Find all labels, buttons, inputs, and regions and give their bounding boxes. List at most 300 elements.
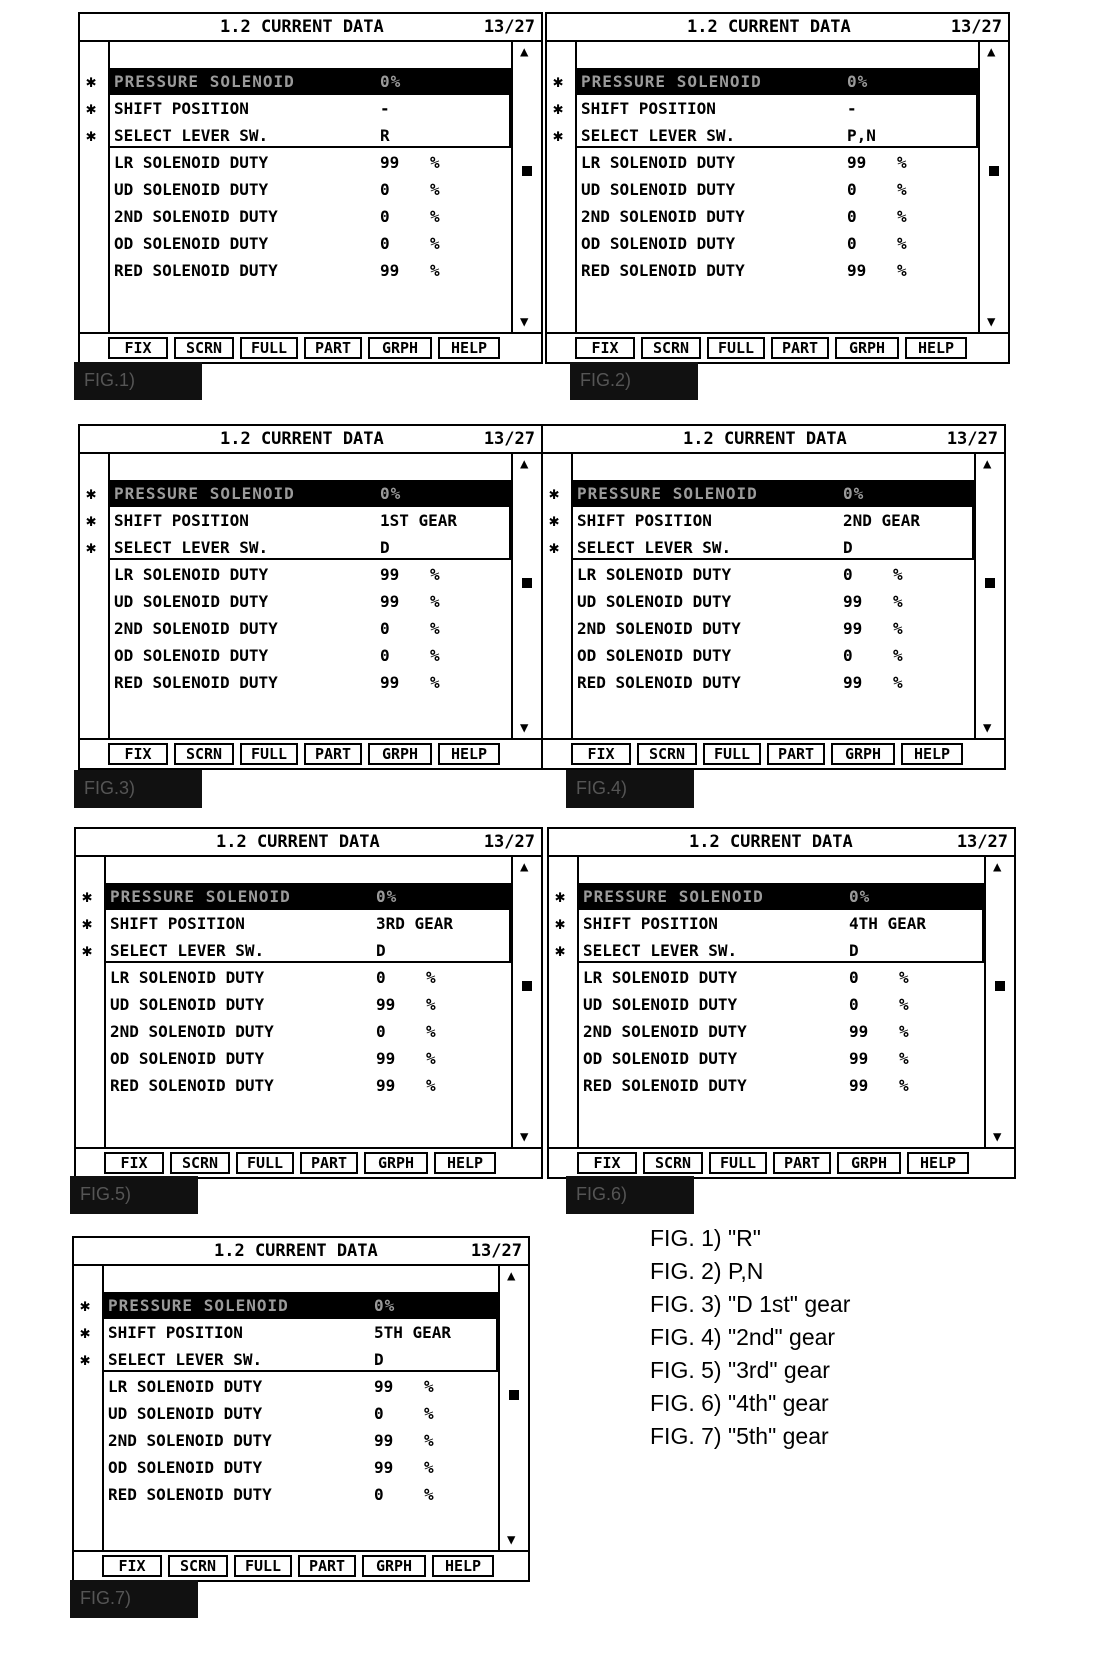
page-counter: 13/27: [946, 429, 998, 449]
item-label: UD SOLENOID DUTY: [581, 180, 736, 199]
item-value: D: [380, 538, 390, 557]
fix-marker-icon: ✱: [86, 72, 97, 92]
item-unit: %: [899, 1022, 909, 1041]
data-row[interactable]: [110, 669, 511, 696]
fn-key-full-button[interactable]: FULL: [234, 1555, 292, 1577]
fix-marker-icon: ✱: [549, 511, 560, 531]
fn-key-scrn-button[interactable]: SCRN: [174, 743, 234, 765]
marker-column: [74, 1266, 104, 1550]
data-row[interactable]: [573, 561, 974, 588]
item-unit: %: [893, 592, 903, 611]
item-value: 0: [843, 646, 853, 665]
item-unit: %: [424, 1431, 434, 1450]
panel-body: [547, 42, 1008, 332]
fix-marker-icon: ✱: [86, 99, 97, 119]
fn-key-fix-button[interactable]: FIX: [571, 743, 631, 765]
scan-panel-5: [74, 827, 543, 1179]
item-label: RED SOLENOID DUTY: [114, 261, 278, 280]
item-unit: %: [897, 234, 907, 253]
item-unit: %: [424, 1485, 434, 1504]
data-row[interactable]: [110, 203, 511, 230]
item-value: -: [847, 99, 857, 118]
item-label: 2ND SOLENOID DUTY: [577, 619, 741, 638]
data-row[interactable]: [106, 910, 511, 937]
panel-body: [543, 454, 1004, 738]
legend-item: FIG. 5) "3rd" gear: [650, 1357, 830, 1383]
item-value: 0: [376, 1022, 386, 1041]
item-unit: %: [424, 1404, 434, 1423]
item-value: 99: [380, 153, 400, 172]
fn-key-fix-button[interactable]: FIX: [108, 743, 168, 765]
data-row[interactable]: [104, 1481, 498, 1508]
data-row[interactable]: [573, 615, 974, 642]
fn-key-scrn-button[interactable]: SCRN: [637, 743, 697, 765]
fig-tag-4: FIG.4): [566, 770, 694, 808]
fn-key-part-button[interactable]: PART: [767, 743, 825, 765]
item-value: 1ST GEAR: [380, 511, 458, 530]
fix-marker-icon: ✱: [555, 887, 566, 907]
data-row[interactable]: [110, 615, 511, 642]
item-label: RED SOLENOID DUTY: [114, 673, 278, 692]
fn-key-scrn-button[interactable]: SCRN: [643, 1152, 703, 1174]
data-row[interactable]: [579, 991, 984, 1018]
item-value: 0: [843, 565, 853, 584]
item-label: PRESSURE SOLENOID: [114, 72, 295, 91]
item-label: SELECT LEVER SW.: [577, 538, 732, 557]
page-counter: 13/27: [470, 1241, 522, 1261]
function-key-bar: [549, 1147, 1014, 1177]
data-row[interactable]: [577, 230, 978, 257]
item-value: 0%: [380, 484, 402, 503]
data-row[interactable]: [579, 937, 984, 964]
fn-key-grph-button[interactable]: GRPH: [368, 337, 432, 359]
fn-key-grph-button[interactable]: GRPH: [368, 743, 432, 765]
scroll-down-arrow-icon[interactable]: ▼: [507, 1532, 516, 1548]
fn-key-help-button[interactable]: HELP: [901, 743, 963, 765]
item-label: 2ND SOLENOID DUTY: [108, 1431, 272, 1450]
data-row[interactable]: [110, 534, 511, 561]
fix-marker-icon: ✱: [86, 511, 97, 531]
scroll-up-arrow-icon[interactable]: ▲: [987, 44, 996, 60]
fig-tag-5: FIG.5): [70, 1176, 198, 1214]
item-label: RED SOLENOID DUTY: [583, 1076, 747, 1095]
data-row[interactable]: [110, 176, 511, 203]
scrollbar[interactable]: [974, 454, 1004, 738]
item-label: SELECT LEVER SW.: [583, 941, 738, 960]
fix-marker-icon: ✱: [555, 914, 566, 934]
fn-key-fix-button[interactable]: FIX: [108, 337, 168, 359]
item-value: 99: [380, 261, 400, 280]
panel-title: 1.2 CURRENT DATA: [214, 1241, 378, 1261]
scan-panel-6: [547, 827, 1016, 1179]
data-row[interactable]: [110, 95, 511, 122]
fn-key-help-button[interactable]: HELP: [907, 1152, 969, 1174]
data-row[interactable]: [573, 480, 974, 507]
item-value: R: [380, 126, 390, 145]
item-label: SELECT LEVER SW.: [110, 941, 265, 960]
fn-key-help-button[interactable]: HELP: [438, 337, 500, 359]
data-list[interactable]: [577, 42, 978, 332]
data-row[interactable]: [106, 991, 511, 1018]
legend-item: FIG. 6) "4th" gear: [650, 1390, 829, 1416]
data-row[interactable]: [104, 1319, 498, 1346]
fig-tag-1: FIG.1): [74, 362, 202, 400]
item-label: 2ND SOLENOID DUTY: [581, 207, 745, 226]
item-value: 0: [374, 1485, 384, 1504]
item-value: 99: [374, 1458, 394, 1477]
item-label: OD SOLENOID DUTY: [108, 1458, 263, 1477]
scroll-down-arrow-icon[interactable]: ▼: [993, 1129, 1002, 1145]
scroll-thumb[interactable]: [985, 578, 995, 588]
item-label: UD SOLENOID DUTY: [577, 592, 732, 611]
fn-key-grph-button[interactable]: GRPH: [831, 743, 895, 765]
fn-key-grph-button[interactable]: GRPH: [837, 1152, 901, 1174]
item-unit: %: [897, 180, 907, 199]
data-row[interactable]: [110, 230, 511, 257]
data-row[interactable]: [104, 1454, 498, 1481]
item-value: 99: [376, 1076, 396, 1095]
fn-key-part-button[interactable]: PART: [304, 743, 362, 765]
fn-key-part-button[interactable]: PART: [771, 337, 829, 359]
panel-titlebar: [80, 426, 541, 454]
fig-tag-6: FIG.6): [566, 1176, 694, 1214]
scrollbar[interactable]: [978, 42, 1008, 332]
scroll-up-arrow-icon[interactable]: ▲: [507, 1268, 516, 1284]
scroll-thumb[interactable]: [522, 578, 532, 588]
data-row[interactable]: [106, 937, 511, 964]
marker-column: [543, 454, 573, 738]
data-list[interactable]: [106, 857, 511, 1147]
data-row[interactable]: [110, 149, 511, 176]
scroll-down-arrow-icon[interactable]: ▼: [520, 720, 529, 736]
data-row[interactable]: [577, 149, 978, 176]
marker-column: [547, 42, 577, 332]
data-list[interactable]: [573, 454, 974, 738]
fix-marker-icon: ✱: [549, 484, 560, 504]
data-list[interactable]: [110, 42, 511, 332]
fn-key-part-button[interactable]: PART: [304, 337, 362, 359]
item-label: LR SOLENOID DUTY: [581, 153, 736, 172]
item-value: P,N: [847, 126, 876, 145]
scan-panel-3: [78, 424, 543, 770]
fn-key-help-button[interactable]: HELP: [434, 1152, 496, 1174]
scroll-thumb[interactable]: [522, 981, 532, 991]
function-key-bar: [547, 332, 1008, 362]
item-label: LR SOLENOID DUTY: [114, 153, 269, 172]
item-unit: %: [430, 646, 440, 665]
item-label: 2ND SOLENOID DUTY: [114, 207, 278, 226]
data-row[interactable]: [579, 1018, 984, 1045]
scrollbar[interactable]: [511, 857, 541, 1147]
scan-panel-2: [545, 12, 1010, 364]
scrollbar[interactable]: [498, 1266, 528, 1550]
item-value: D: [374, 1350, 384, 1369]
legend-item: FIG. 4) "2nd" gear: [650, 1324, 836, 1350]
item-value: 0: [380, 207, 390, 226]
data-row[interactable]: [579, 964, 984, 991]
data-row[interactable]: [104, 1373, 498, 1400]
scroll-down-arrow-icon[interactable]: ▼: [987, 314, 996, 330]
data-row[interactable]: [110, 642, 511, 669]
data-row[interactable]: [573, 534, 974, 561]
item-label: LR SOLENOID DUTY: [583, 968, 738, 987]
item-label: SHIFT POSITION: [110, 914, 245, 933]
item-label: LR SOLENOID DUTY: [110, 968, 265, 987]
legend-item: FIG. 1) "R": [650, 1225, 761, 1251]
data-row[interactable]: [573, 588, 974, 615]
marker-column: [76, 857, 106, 1147]
item-label: SHIFT POSITION: [581, 99, 716, 118]
fn-key-fix-button[interactable]: FIX: [102, 1555, 162, 1577]
data-row[interactable]: [106, 1045, 511, 1072]
item-unit: %: [893, 619, 903, 638]
data-row[interactable]: [577, 95, 978, 122]
scroll-thumb[interactable]: [509, 1390, 519, 1400]
panel-body: [80, 454, 541, 738]
fix-marker-icon: ✱: [86, 538, 97, 558]
page-counter: 13/27: [483, 429, 535, 449]
item-value: 4TH GEAR: [849, 914, 927, 933]
item-value: 0%: [380, 72, 402, 91]
item-value: 0: [380, 180, 390, 199]
scroll-thumb[interactable]: [522, 166, 532, 176]
item-value: -: [380, 99, 390, 118]
data-row[interactable]: [573, 669, 974, 696]
item-unit: %: [430, 207, 440, 226]
data-row[interactable]: [104, 1400, 498, 1427]
scroll-down-arrow-icon[interactable]: ▼: [520, 314, 529, 330]
data-row[interactable]: [110, 507, 511, 534]
item-label: SHIFT POSITION: [114, 99, 249, 118]
fn-key-scrn-button[interactable]: SCRN: [641, 337, 701, 359]
item-value: D: [376, 941, 386, 960]
item-unit: %: [430, 673, 440, 692]
item-unit: %: [424, 1458, 434, 1477]
data-row[interactable]: [104, 1427, 498, 1454]
item-unit: %: [897, 207, 907, 226]
function-key-bar: [76, 1147, 541, 1177]
fig-tag-7: FIG.7): [70, 1580, 198, 1618]
item-label: SELECT LEVER SW.: [581, 126, 736, 145]
item-label: UD SOLENOID DUTY: [114, 180, 269, 199]
fn-key-full-button[interactable]: FULL: [707, 337, 765, 359]
data-row[interactable]: [577, 257, 978, 284]
item-unit: %: [899, 1076, 909, 1095]
scroll-thumb[interactable]: [989, 166, 999, 176]
item-label: LR SOLENOID DUTY: [108, 1377, 263, 1396]
item-value: 0%: [849, 887, 871, 906]
item-value: 99: [376, 995, 396, 1014]
legend-item: FIG. 3) "D 1st" gear: [650, 1291, 851, 1317]
fn-key-scrn-button[interactable]: SCRN: [170, 1152, 230, 1174]
fix-marker-icon: ✱: [80, 1323, 91, 1343]
panel-titlebar: [74, 1238, 528, 1266]
scroll-up-arrow-icon[interactable]: ▲: [520, 456, 529, 472]
data-row[interactable]: [577, 68, 978, 95]
fn-key-full-button[interactable]: FULL: [240, 743, 298, 765]
data-row[interactable]: [110, 68, 511, 95]
item-label: SELECT LEVER SW.: [114, 538, 269, 557]
item-value: 99: [374, 1377, 394, 1396]
fix-marker-icon: ✱: [80, 1350, 91, 1370]
fn-key-part-button[interactable]: PART: [300, 1152, 358, 1174]
fix-marker-icon: ✱: [80, 1296, 91, 1316]
fn-key-fix-button[interactable]: FIX: [577, 1152, 637, 1174]
item-unit: %: [430, 565, 440, 584]
item-unit: %: [426, 1022, 436, 1041]
fn-key-full-button[interactable]: FULL: [709, 1152, 767, 1174]
item-value: 99: [380, 592, 400, 611]
scroll-up-arrow-icon[interactable]: ▲: [993, 859, 1002, 875]
item-unit: %: [430, 261, 440, 280]
item-unit: %: [426, 968, 436, 987]
item-label: OD SOLENOID DUTY: [114, 234, 269, 253]
scrollbar[interactable]: [511, 454, 541, 738]
data-row[interactable]: [573, 507, 974, 534]
scrollbar[interactable]: [984, 857, 1014, 1147]
data-row[interactable]: [573, 642, 974, 669]
item-value: 0: [847, 234, 857, 253]
data-row[interactable]: [110, 122, 511, 149]
fn-key-scrn-button[interactable]: SCRN: [168, 1555, 228, 1577]
item-label: 2ND SOLENOID DUTY: [114, 619, 278, 638]
fn-key-help-button[interactable]: HELP: [905, 337, 967, 359]
figure-legend: [650, 1222, 850, 1453]
item-value: 99: [849, 1049, 869, 1068]
data-row[interactable]: [579, 883, 984, 910]
item-label: SHIFT POSITION: [114, 511, 249, 530]
item-label: PRESSURE SOLENOID: [108, 1296, 289, 1315]
data-list[interactable]: [110, 454, 511, 738]
item-label: UD SOLENOID DUTY: [114, 592, 269, 611]
fig-tag-3: FIG.3): [74, 770, 202, 808]
item-unit: %: [893, 673, 903, 692]
data-row[interactable]: [577, 176, 978, 203]
item-label: 2ND SOLENOID DUTY: [583, 1022, 747, 1041]
item-label: PRESSURE SOLENOID: [577, 484, 758, 503]
item-label: OD SOLENOID DUTY: [110, 1049, 265, 1068]
item-value: 99: [380, 565, 400, 584]
data-row[interactable]: [106, 1018, 511, 1045]
item-unit: %: [899, 968, 909, 987]
fix-marker-icon: ✱: [553, 126, 564, 146]
fn-key-grph-button[interactable]: GRPH: [835, 337, 899, 359]
item-unit: %: [899, 1049, 909, 1068]
scroll-up-arrow-icon[interactable]: ▲: [520, 859, 529, 875]
scroll-up-arrow-icon[interactable]: ▲: [520, 44, 529, 60]
fn-key-fix-button[interactable]: FIX: [104, 1152, 164, 1174]
data-row[interactable]: [104, 1292, 498, 1319]
panel-title: 1.2 CURRENT DATA: [220, 429, 384, 449]
item-value: 99: [843, 673, 863, 692]
data-row[interactable]: [106, 883, 511, 910]
fn-key-full-button[interactable]: FULL: [240, 337, 298, 359]
data-row[interactable]: [104, 1346, 498, 1373]
data-row[interactable]: [110, 480, 511, 507]
data-row[interactable]: [577, 122, 978, 149]
scroll-down-arrow-icon[interactable]: ▼: [520, 1129, 529, 1145]
item-label: SELECT LEVER SW.: [108, 1350, 263, 1369]
fn-key-part-button[interactable]: PART: [773, 1152, 831, 1174]
item-value: 99: [376, 1049, 396, 1068]
data-row[interactable]: [110, 257, 511, 284]
data-row[interactable]: [110, 561, 511, 588]
scroll-up-arrow-icon[interactable]: ▲: [983, 456, 992, 472]
legend-item: FIG. 2) P,N: [650, 1258, 764, 1284]
panel-body: [80, 42, 541, 332]
panel-body: [549, 857, 1014, 1147]
data-list[interactable]: [579, 857, 984, 1147]
function-key-bar: [80, 738, 541, 768]
data-row[interactable]: [579, 910, 984, 937]
fn-key-full-button[interactable]: FULL: [236, 1152, 294, 1174]
panel-title: 1.2 CURRENT DATA: [683, 429, 847, 449]
item-unit: %: [426, 1049, 436, 1068]
fix-marker-icon: ✱: [86, 484, 97, 504]
item-label: SHIFT POSITION: [108, 1323, 243, 1342]
panel-titlebar: [80, 14, 541, 42]
item-value: D: [843, 538, 853, 557]
fn-key-grph-button[interactable]: GRPH: [364, 1152, 428, 1174]
panel-title: 1.2 CURRENT DATA: [216, 832, 380, 852]
data-row[interactable]: [577, 203, 978, 230]
item-unit: %: [897, 153, 907, 172]
item-value: 0%: [843, 484, 865, 503]
item-label: PRESSURE SOLENOID: [110, 887, 291, 906]
item-label: PRESSURE SOLENOID: [114, 484, 295, 503]
item-value: 0%: [376, 887, 398, 906]
data-row[interactable]: [579, 1072, 984, 1099]
fn-key-full-button[interactable]: FULL: [703, 743, 761, 765]
fn-key-grph-button[interactable]: GRPH: [362, 1555, 426, 1577]
item-label: OD SOLENOID DUTY: [583, 1049, 738, 1068]
fn-key-scrn-button[interactable]: SCRN: [174, 337, 234, 359]
item-value: 0: [847, 180, 857, 199]
fn-key-help-button[interactable]: HELP: [432, 1555, 494, 1577]
item-unit: %: [424, 1377, 434, 1396]
panel-title: 1.2 CURRENT DATA: [689, 832, 853, 852]
fix-marker-icon: ✱: [555, 941, 566, 961]
panel-body: [74, 1266, 528, 1550]
item-label: PRESSURE SOLENOID: [583, 887, 764, 906]
data-row[interactable]: [106, 1072, 511, 1099]
fn-key-fix-button[interactable]: FIX: [575, 337, 635, 359]
scroll-down-arrow-icon[interactable]: ▼: [983, 720, 992, 736]
function-key-bar: [74, 1550, 528, 1580]
data-row[interactable]: [110, 588, 511, 615]
fix-marker-icon: ✱: [82, 914, 93, 934]
item-label: RED SOLENOID DUTY: [577, 673, 741, 692]
data-row[interactable]: [579, 1045, 984, 1072]
item-label: 2ND SOLENOID DUTY: [110, 1022, 274, 1041]
item-unit: %: [899, 995, 909, 1014]
scrollbar[interactable]: [511, 42, 541, 332]
fix-marker-icon: ✱: [553, 72, 564, 92]
fn-key-part-button[interactable]: PART: [298, 1555, 356, 1577]
panel-titlebar: [549, 829, 1014, 857]
data-list[interactable]: [104, 1266, 498, 1550]
fig-tag-2: FIG.2): [570, 362, 698, 400]
data-row[interactable]: [106, 964, 511, 991]
item-unit: %: [430, 153, 440, 172]
fn-key-help-button[interactable]: HELP: [438, 743, 500, 765]
item-value: 99: [843, 592, 863, 611]
scroll-thumb[interactable]: [995, 981, 1005, 991]
item-value: 0: [374, 1404, 384, 1423]
fix-marker-icon: ✱: [82, 887, 93, 907]
function-key-bar: [80, 332, 541, 362]
item-value: 5TH GEAR: [374, 1323, 452, 1342]
